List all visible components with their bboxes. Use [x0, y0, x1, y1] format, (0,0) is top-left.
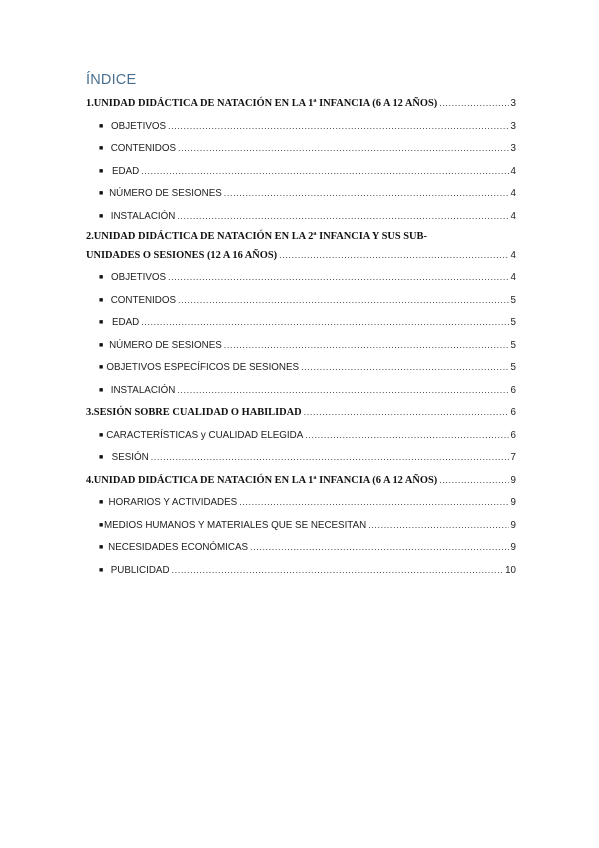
toc-entry-4[interactable] [86, 469, 516, 492]
dot-leader [439, 469, 508, 492]
square-bullet-icon: ■ [99, 521, 104, 529]
toc-page-number: 3 [510, 98, 516, 109]
toc-entry-label: NÚMERO DE SESIONES [109, 339, 222, 351]
toc-page-number: 4 [510, 188, 516, 199]
toc-subentry[interactable] [86, 205, 516, 228]
toc-entry-label: CARACTERÍSTICAS y CUALIDAD ELEGIDA [106, 429, 304, 441]
toc-page-number: 5 [510, 339, 516, 351]
dot-leader [439, 92, 508, 115]
toc-entry-label: OBJETIVOS [111, 272, 167, 283]
square-bullet-icon: ■ [99, 274, 104, 281]
toc-subentry[interactable] [86, 446, 516, 469]
dot-leader [305, 424, 508, 447]
toc-page-number: 10 [505, 564, 516, 576]
toc-entry-label: INSTALACIÓN [110, 210, 176, 222]
toc-page-number: 9 [510, 474, 516, 486]
square-bullet-icon: ■ [99, 122, 104, 130]
square-bullet-icon: ■ [99, 364, 104, 371]
toc-entry-label: UNIDADES O SESIONES (12 A 16 AÑOS) [86, 250, 278, 261]
dot-leader [368, 514, 508, 537]
toc-page-number: 9 [510, 519, 516, 531]
toc-page-number: 4 [510, 210, 516, 222]
square-bullet-icon: ■ [99, 386, 104, 394]
square-bullet-icon: ■ [99, 296, 104, 304]
toc-subentry[interactable] [86, 559, 516, 582]
dot-leader [224, 334, 509, 357]
toc-page-number: 9 [510, 497, 516, 508]
dot-leader [177, 379, 508, 402]
toc-entry-label: 2.UNIDAD DIDÁCTICA DE NATACIÓN EN LA 2ª INFANCIA Y SUS SUB- [86, 231, 427, 242]
toc-page-number: 4 [510, 272, 516, 283]
toc-page-number: 4 [510, 165, 516, 177]
square-bullet-icon: ■ [99, 431, 104, 439]
toc-entry-label: EDAD [111, 317, 140, 328]
toc-entry-label: 1.UNIDAD DIDÁCTICA DE NATACIÓN EN LA 1ª INFANCIA (6 A 12 AÑOS) [86, 98, 438, 109]
square-bullet-icon: ■ [99, 145, 104, 152]
toc-subentry[interactable] [86, 266, 516, 289]
toc-page-number: 5 [510, 317, 516, 328]
toc-page-number: 6 [510, 384, 516, 396]
toc-subentry[interactable] [86, 379, 516, 402]
square-bullet-icon: ■ [99, 566, 104, 574]
toc-subentry[interactable] [86, 536, 516, 559]
toc-entry-label: PUBLICIDAD [110, 564, 170, 576]
square-bullet-icon: ■ [99, 544, 104, 551]
toc-entry-label: SESIÓN [111, 452, 149, 463]
toc-entry-label: 3.SESIÓN SOBRE CUALIDAD O HABILIDAD [86, 407, 302, 418]
toc-entry-label: OBJETIVOS ESPECÍFICOS DE SESIONES [106, 362, 300, 373]
dot-leader [224, 182, 509, 205]
dot-leader [178, 137, 509, 160]
toc-entry-label: NECESIDADES ECONÓMICAS [108, 542, 249, 553]
dot-leader [151, 446, 509, 469]
toc-subentry[interactable] [86, 137, 516, 160]
table-of-contents [86, 92, 516, 581]
toc-entry-label: HORARIOS Y ACTIVIDADES [108, 497, 238, 508]
toc-entry-label: INSTALACIÓN [110, 384, 176, 396]
toc-page-number: 4 [510, 250, 516, 261]
toc-page-number: 6 [510, 407, 516, 418]
toc-subentry[interactable] [86, 514, 516, 537]
dot-leader [279, 246, 508, 264]
toc-entry-label: EDAD [111, 165, 140, 177]
toc-page-number: 5 [510, 294, 516, 306]
toc-entry-3[interactable] [86, 401, 516, 424]
dot-leader [178, 289, 509, 312]
square-bullet-icon: ■ [99, 319, 104, 326]
toc-entry-1[interactable] [86, 92, 516, 115]
toc-subentry[interactable] [86, 491, 516, 514]
toc-subentry[interactable] [86, 311, 516, 334]
toc-page-number: 3 [510, 143, 516, 154]
toc-entry-label: NÚMERO DE SESIONES [109, 188, 222, 199]
dot-leader [141, 311, 508, 334]
toc-subentry[interactable] [86, 424, 516, 447]
toc-subentry[interactable] [86, 115, 516, 138]
square-bullet-icon: ■ [99, 167, 104, 175]
dot-leader [239, 491, 508, 514]
dot-leader [168, 115, 509, 138]
dot-leader [172, 559, 504, 582]
toc-page-number: 3 [510, 120, 516, 132]
toc-subentry[interactable] [86, 160, 516, 183]
square-bullet-icon: ■ [99, 341, 104, 349]
square-bullet-icon: ■ [99, 454, 104, 461]
dot-leader [168, 266, 509, 289]
toc-page-number: 7 [510, 452, 516, 463]
toc-page-number: 9 [510, 542, 516, 553]
toc-subentry[interactable] [86, 289, 516, 312]
toc-subentry[interactable] [86, 182, 516, 205]
square-bullet-icon: ■ [99, 190, 104, 197]
dot-leader [141, 160, 508, 183]
toc-entry-2[interactable] [86, 246, 516, 266]
dot-leader [177, 205, 508, 228]
toc-entry-label: CONTENIDOS [110, 143, 177, 154]
toc-entry-label: CONTENIDOS [110, 294, 177, 306]
toc-subentry[interactable] [86, 356, 516, 379]
toc-entry-label: MEDIOS HUMANOS Y MATERIALES QUE SE NECESITAN [103, 519, 367, 531]
toc-title: ÍNDICE [86, 72, 137, 88]
dot-leader [301, 356, 508, 379]
square-bullet-icon: ■ [99, 499, 104, 506]
toc-entry-2-line1[interactable] [86, 227, 516, 246]
dot-leader [304, 401, 509, 424]
dot-leader [250, 536, 509, 559]
toc-entry-label: 4.UNIDAD DIDÁCTICA DE NATACIÓN EN LA 1ª INFANCIA (6 A 12 AÑOS) [86, 474, 438, 486]
toc-page-number: 6 [510, 429, 516, 441]
toc-page-number: 5 [510, 362, 516, 373]
toc-subentry[interactable] [86, 334, 516, 357]
toc-entry-label: OBJETIVOS [111, 120, 167, 132]
square-bullet-icon: ■ [99, 212, 104, 220]
